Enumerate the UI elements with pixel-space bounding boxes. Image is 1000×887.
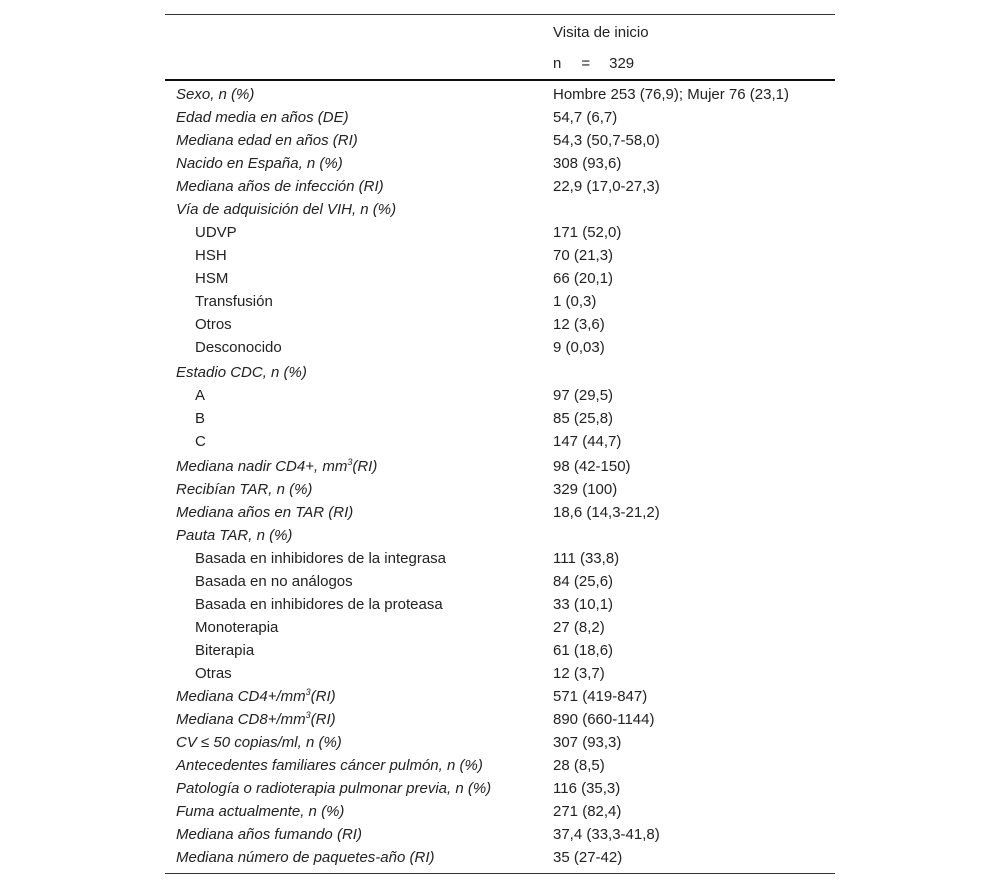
row-label: Mediana número de paquetes-año (RI)	[176, 849, 435, 866]
row-label: UDVP	[195, 224, 237, 241]
row-value: 171 (52,0)	[553, 224, 622, 241]
row-label: Mediana años en TAR (RI)	[176, 504, 354, 521]
table-row	[165, 313, 835, 336]
row-label: A	[195, 387, 206, 404]
table-row	[165, 106, 835, 129]
table-row	[165, 731, 835, 754]
row-label: Mediana edad en años (RI)	[176, 132, 358, 149]
row-label: Biterapia	[195, 642, 255, 659]
row-label: Monoterapia	[195, 619, 279, 636]
row-value: 28 (8,5)	[553, 757, 605, 774]
table-row	[165, 708, 835, 731]
row-value: 27 (8,2)	[553, 619, 605, 636]
row-value: 97 (29,5)	[553, 387, 614, 404]
row-label: B	[195, 410, 206, 427]
row-label-superscript: 3	[305, 710, 311, 720]
row-value: 66 (20,1)	[553, 270, 614, 287]
row-value: 33 (10,1)	[553, 596, 614, 613]
table-body	[165, 83, 835, 869]
row-label: Otras	[195, 665, 232, 682]
table-row	[165, 478, 835, 501]
row-value: 70 (21,3)	[553, 247, 614, 264]
table-row	[165, 267, 835, 290]
table-row	[165, 685, 835, 708]
table-row	[165, 846, 835, 869]
table-row	[165, 777, 835, 800]
table-row	[165, 524, 835, 547]
row-value: 12 (3,7)	[553, 665, 605, 682]
row-value: 18,6 (14,3-21,2)	[553, 504, 660, 521]
table-row	[165, 290, 835, 313]
row-label: Nacido en España, n (%)	[176, 155, 343, 172]
row-value: 54,3 (50,7-58,0)	[553, 132, 660, 149]
row-value: 84 (25,6)	[553, 573, 614, 590]
row-label	[176, 685, 336, 708]
row-value: 111 (33,8)	[553, 550, 620, 567]
row-value: 271 (82,4)	[553, 803, 622, 820]
row-label: Edad media en años (DE)	[176, 109, 349, 126]
column-title: Visita de inicio	[553, 24, 649, 41]
table-row	[165, 501, 835, 524]
row-label	[176, 708, 336, 731]
row-label: Basada en inhibidores de la integrasa	[195, 550, 447, 567]
table-row	[165, 453, 835, 478]
table-row	[165, 754, 835, 777]
row-label: Antecedentes familiares cáncer pulmón, n (%)	[176, 757, 483, 774]
row-label: Estadio CDC, n (%)	[176, 364, 307, 381]
row-label	[176, 453, 377, 480]
row-label: CV ≤ 50 copias/ml, n (%)	[176, 734, 342, 751]
table-row	[165, 221, 835, 244]
row-label: Pauta TAR, n (%)	[176, 527, 293, 544]
row-value: 98 (42-150)	[553, 458, 631, 475]
row-value: 9 (0,03)	[553, 339, 605, 356]
row-label: Desconocido	[195, 339, 282, 356]
row-label-text: Mediana nadir CD4+, mm	[176, 458, 348, 475]
table-row	[165, 800, 835, 823]
row-label-superscript: 3	[305, 687, 311, 697]
row-label: Recibían TAR, n (%)	[176, 481, 313, 498]
row-value: 22,9 (17,0-27,3)	[553, 178, 660, 195]
row-label: Basada en no análogos	[195, 573, 353, 590]
row-label-text: Mediana CD8+/mm	[176, 711, 306, 728]
row-label-suffix: (RI)	[352, 458, 378, 475]
row-label: Sexo, n (%)	[176, 86, 255, 103]
row-label: Mediana años fumando (RI)	[176, 826, 362, 843]
table-row	[165, 129, 835, 152]
row-label: Basada en inhibidores de la proteasa	[195, 596, 443, 613]
row-label: Patología o radioterapia pulmonar previa, n (%)	[176, 780, 492, 797]
table-row	[165, 175, 835, 198]
row-label-text: Mediana CD4+/mm	[176, 688, 306, 705]
row-label: Fuma actualmente, n (%)	[176, 803, 345, 820]
row-value: 61 (18,6)	[553, 642, 614, 659]
row-value: 890 (660-1144)	[553, 711, 655, 728]
table-row	[165, 639, 835, 662]
table-row	[165, 384, 835, 407]
row-value: Hombre 253 (76,9); Mujer 76 (23,1)	[553, 86, 789, 103]
table-row	[165, 83, 835, 106]
row-value: 37,4 (33,3-41,8)	[553, 826, 660, 843]
table-row	[165, 244, 835, 267]
row-label: HSH	[195, 247, 227, 264]
row-value: 308 (93,6)	[553, 155, 622, 172]
table-row	[165, 430, 835, 453]
row-value: 329 (100)	[553, 481, 618, 498]
table-row	[165, 198, 835, 221]
table-row	[165, 616, 835, 639]
row-value: 35 (27-42)	[553, 849, 623, 866]
row-label: C	[195, 433, 206, 450]
sample-size-label: n	[553, 55, 562, 72]
row-value: 54,7 (6,7)	[553, 109, 618, 126]
row-value: 147 (44,7)	[553, 433, 622, 450]
table-row	[165, 407, 835, 430]
row-value: 1 (0,3)	[553, 293, 597, 310]
table-row	[165, 336, 835, 359]
row-value: 307 (93,3)	[553, 734, 622, 751]
baseline-characteristics-table	[165, 14, 835, 874]
table-row	[165, 547, 835, 570]
table-row	[165, 152, 835, 175]
row-label-superscript: 3	[347, 457, 353, 467]
row-label: Transfusión	[195, 293, 273, 310]
table-row	[165, 593, 835, 616]
row-value: 116 (35,3)	[553, 780, 621, 797]
sample-size	[553, 55, 634, 72]
row-label-suffix: (RI)	[310, 711, 336, 728]
row-label-suffix: (RI)	[310, 688, 336, 705]
row-label: Mediana años de infección (RI)	[176, 178, 384, 195]
row-label: Otros	[195, 316, 232, 333]
table-row	[165, 662, 835, 685]
row-label: Vía de adquisición del VIH, n (%)	[176, 201, 397, 218]
sample-size-value: 329	[609, 55, 635, 72]
sample-size-equals: =	[581, 55, 591, 72]
table-row	[165, 823, 835, 846]
table-row	[165, 359, 835, 384]
row-value: 85 (25,8)	[553, 410, 614, 427]
table-bottom-rule	[165, 873, 835, 874]
row-label: HSM	[195, 270, 229, 287]
table-row	[165, 570, 835, 593]
table-header	[165, 15, 835, 79]
row-value: 12 (3,6)	[553, 316, 605, 333]
row-value: 571 (419-847)	[553, 688, 648, 705]
